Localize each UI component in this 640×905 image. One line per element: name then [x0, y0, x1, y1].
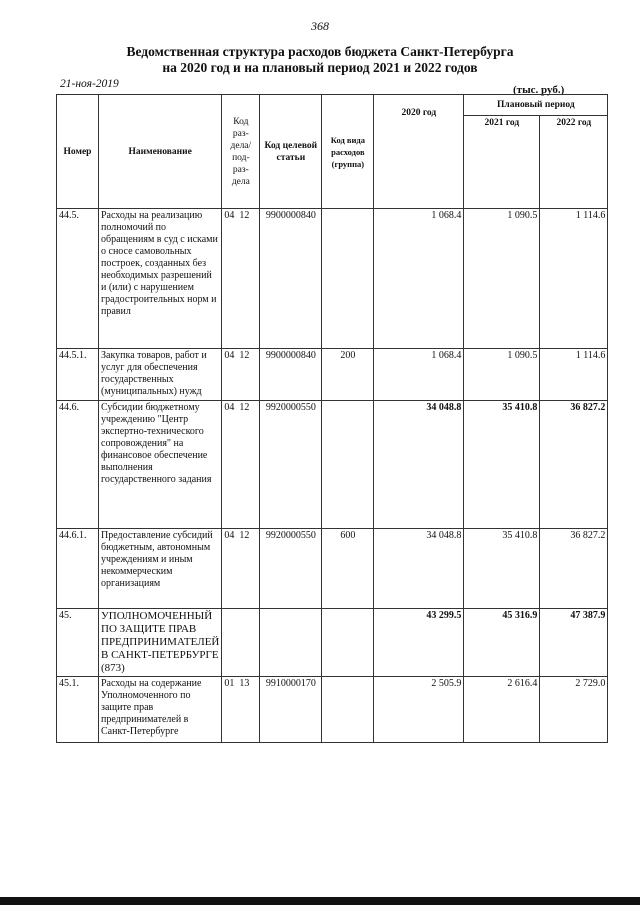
document-date: 21-ноя-2019	[60, 78, 119, 90]
row-target-code: 9920000550	[260, 401, 322, 529]
table-row	[57, 677, 608, 743]
row-2021: 2 616.4	[464, 677, 540, 743]
row-target-code	[260, 609, 322, 677]
row-2022: 47 387.9	[540, 609, 608, 677]
row-2022: 1 114.6	[540, 209, 608, 349]
row-name: Расходы на реализацию полномочий по обращениям в суд с исками о сносе самовольных построек, созданных без необходимых разрешений и (или) с нарушением градостроительных норм и правил	[99, 209, 222, 349]
row-section-code: 04 12	[222, 349, 260, 401]
row-2022: 1 114.6	[540, 349, 608, 401]
row-2020: 1 068.4	[374, 349, 464, 401]
row-expense-type	[322, 209, 374, 349]
units-label: (тыс. руб.)	[513, 84, 565, 96]
row-name: Субсидии бюджетному учреждению "Центр экспертно-технического сопровождения" на финансовое обеспечение выполнения государственного задания	[99, 401, 222, 529]
row-name: УПОЛНОМОЧЕННЫЙ ПО ЗАЩИТЕ ПРАВ ПРЕДПРИНИМАТЕЛЕЙ В САНКТ-ПЕТЕРБУРГЕ (873)	[99, 609, 222, 677]
row-number: 44.6.	[57, 401, 99, 529]
row-2022: 36 827.2	[540, 401, 608, 529]
row-expense-type: 200	[322, 349, 374, 401]
row-number: 45.	[57, 609, 99, 677]
document-title	[0, 44, 640, 76]
row-name: Предоставление субсидий бюджетным, автономным учреждениям и иным некоммерческим организациям	[99, 529, 222, 609]
row-name: Расходы на содержание Уполномоченного по защите прав предпринимателей в Санкт-Петербурге	[99, 677, 222, 743]
header-target-code: Код целевой статьи	[260, 95, 322, 209]
row-expense-type	[322, 677, 374, 743]
row-2022: 2 729.0	[540, 677, 608, 743]
row-target-code: 9900000840	[260, 349, 322, 401]
scan-bottom-edge	[0, 897, 640, 905]
row-number: 44.5.1.	[57, 349, 99, 401]
row-2020: 2 505.9	[374, 677, 464, 743]
row-target-code: 9920000550	[260, 529, 322, 609]
header-section-code: Код раз- дела/ под- раз- дела	[222, 95, 260, 209]
row-2021: 1 090.5	[464, 209, 540, 349]
row-2021: 35 410.8	[464, 529, 540, 609]
header-name: Наименование	[99, 95, 222, 209]
row-section-code	[222, 609, 260, 677]
table-row	[57, 209, 608, 349]
table-row	[57, 401, 608, 529]
row-2021: 35 410.8	[464, 401, 540, 529]
row-expense-type: 600	[322, 529, 374, 609]
table-row	[57, 349, 608, 401]
row-2021: 1 090.5	[464, 349, 540, 401]
row-2020: 1 068.4	[374, 209, 464, 349]
row-target-code: 9910000170	[260, 677, 322, 743]
row-section-code: 04 12	[222, 209, 260, 349]
table-row	[57, 529, 608, 609]
row-section-code: 04 12	[222, 529, 260, 609]
header-2021: 2021 год	[464, 116, 540, 209]
row-expense-type	[322, 609, 374, 677]
row-expense-type	[322, 401, 374, 529]
row-target-code: 9900000840	[260, 209, 322, 349]
header-2020: 2020 год	[374, 95, 464, 209]
title-line-1: Ведомственная структура расходов бюджета Санкт-Петербурга	[126, 44, 514, 59]
row-section-code: 04 12	[222, 401, 260, 529]
page-number: 368	[311, 19, 329, 33]
header-number: Номер	[57, 95, 99, 209]
header-plan-period: Плановый период	[464, 95, 608, 116]
budget-table	[56, 94, 608, 743]
title-line-2: на 2020 год и на плановый период 2021 и 2022 годов	[162, 60, 478, 75]
row-2022: 36 827.2	[540, 529, 608, 609]
row-section-code: 01 13	[222, 677, 260, 743]
row-name: Закупка товаров, работ и услуг для обеспечения государственных (муниципальных) нужд	[99, 349, 222, 401]
row-2020: 34 048.8	[374, 401, 464, 529]
row-number: 44.5.	[57, 209, 99, 349]
row-2020: 34 048.8	[374, 529, 464, 609]
row-number: 44.6.1.	[57, 529, 99, 609]
header-expense-type: Код вида расходов (группа)	[322, 95, 374, 209]
row-2020: 43 299.5	[374, 609, 464, 677]
row-number: 45.1.	[57, 677, 99, 743]
row-2021: 45 316.9	[464, 609, 540, 677]
table-row	[57, 609, 608, 677]
header-2022: 2022 год	[540, 116, 608, 209]
